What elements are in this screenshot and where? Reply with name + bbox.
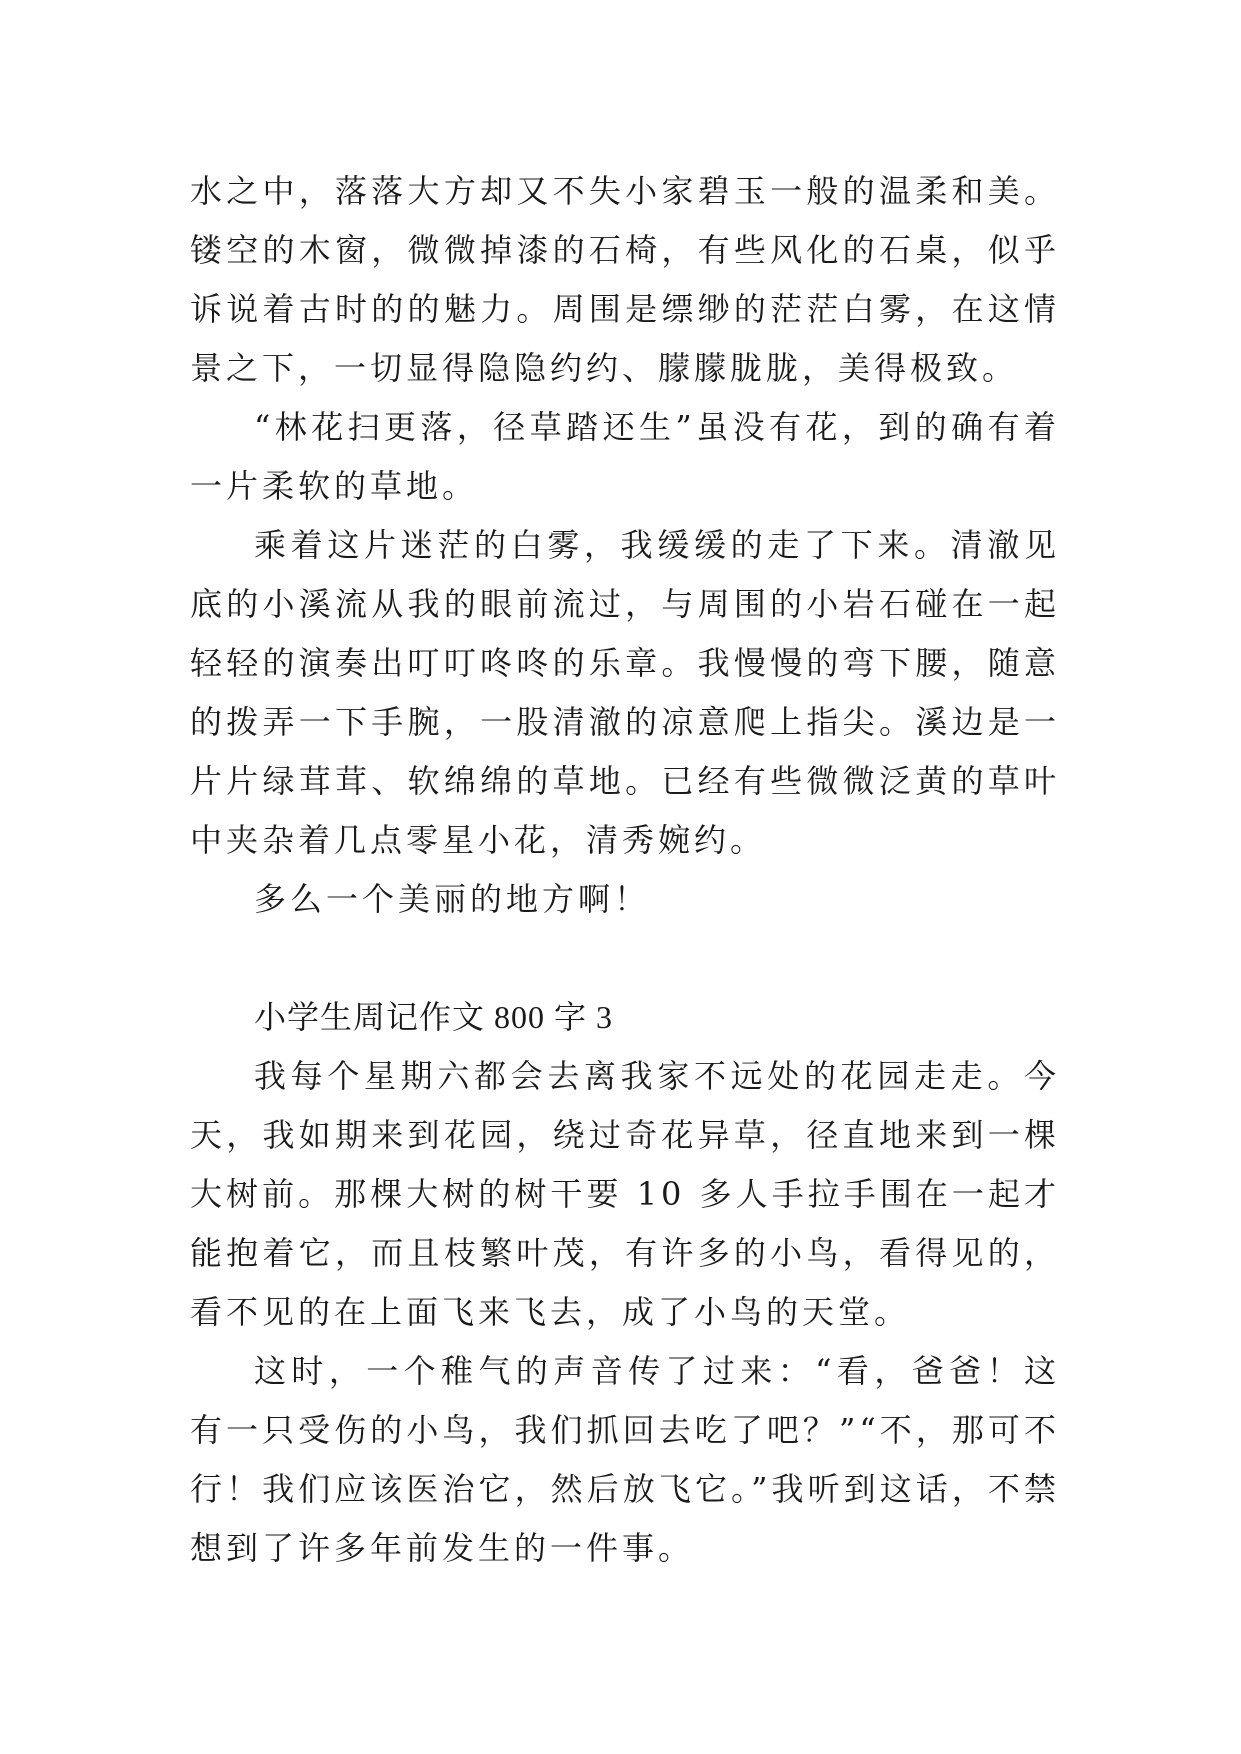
paragraph: 水之中，落落大方却又不失小家碧玉一般的温柔和美。镂空的木窗，微微掉漆的石椅，有些风化的石桌，似乎诉说着古时的的魅力。周围是缥缈的茫茫白雾，在这情景之下，一切显得隐隐约约、朦朦胧胧，美得极致。 bbox=[190, 172, 1060, 387]
paragraph: 我每个星期六都会去离我家不远处的花园走走。今天，我如期来到花园，绕过奇花异草，径直地来到一棵大树前。那棵大树的树干要 10 多人手拉手围在一起才能抱着它，而且枝繁叶茂，有许多的小鸟，看得见的，看不见的在上面飞来飞去，成了小鸟的天堂。 bbox=[190, 1057, 1060, 1331]
paragraph: 乘着这片迷茫的白雾，我缓缓的走了下来。清澈见底的小溪流从我的眼前流过，与周围的小岩石碰在一起轻轻的演奏出叮叮咚咚的乐章。我慢慢的弯下腰，随意的拨弄一下手腕，一股清澈的凉意爬上指尖。溪边是一片片绿茸茸、软绵绵的草地。已经有些微微泛黄的草叶中夹杂着几点零星小花，清秀婉约。 bbox=[190, 526, 1060, 859]
section-spacer bbox=[190, 929, 1060, 988]
document-body bbox=[190, 162, 1060, 1578]
paragraph: 多么一个美丽的地方啊！ bbox=[254, 880, 651, 918]
paragraph: “林花扫更落，径草踏还生”虽没有花，到的确有着一片柔软的草地。 bbox=[190, 408, 1060, 505]
paragraph: 这时，一个稚气的声音传了过来：“看，爸爸！这有一只受伤的小鸟，我们抓回去吃了吧？”“不，那可不行！我们应该医治它，然后放飞它。”我听到这话，不禁想到了许多年前发生的一件事。 bbox=[190, 1352, 1060, 1567]
section-title: 小学生周记作文 800 字 3 bbox=[254, 999, 614, 1035]
